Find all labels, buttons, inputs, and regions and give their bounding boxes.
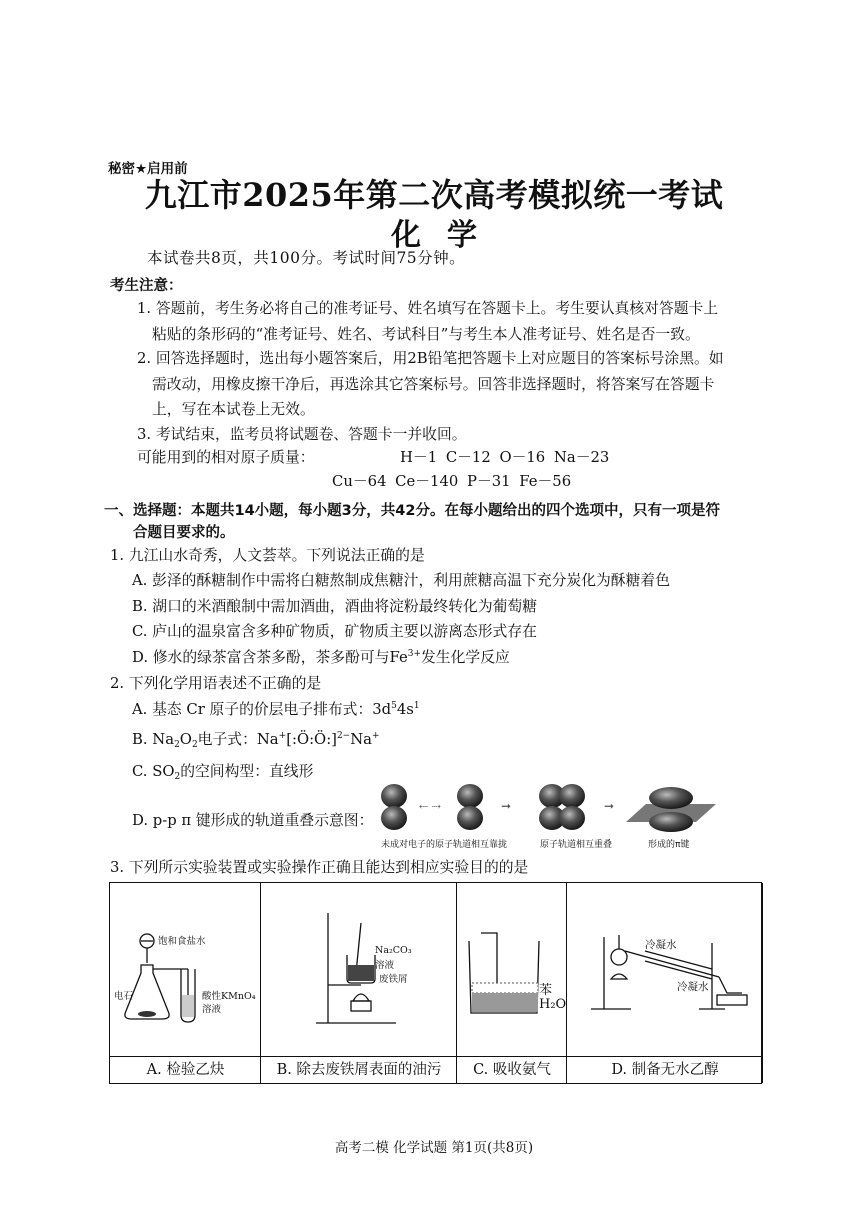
pi-bond-orbital-diagram (376, 782, 716, 832)
label-calcium-carbide: 电石 (114, 991, 134, 1002)
notice-item-1: 1. 答题前，考生务必将自己的准考证号、姓名填写在答题卡上。考生要认真核对答题卡上 (137, 300, 719, 317)
notice-item-3: 3. 考试结束，监考员将试题卷、答题卡一并收回。 (137, 426, 467, 443)
q2-stem: 2. 下列化学用语表述不正确的是 (110, 675, 322, 692)
approaching-orbital-left (381, 784, 407, 830)
arrow-icon: ⇠ ⇢ (419, 800, 441, 813)
subject-title: 化学 (391, 218, 503, 253)
label-water: H₂O (539, 997, 567, 1012)
label-condenser-water-in: 冷凝水 (645, 939, 677, 951)
confidential-mark: 秘密★启用前 (108, 161, 188, 177)
exam-title: 九江市2025年第二次高考模拟统一考试 (144, 176, 724, 214)
approaching-orbital-right (457, 784, 483, 830)
notice-item-2: 2. 回答选择题时，选出每小题答案后，用2B铅笔把答题卡上对应题目的答案标号涂黑。如 (137, 350, 724, 367)
caption-b: B. 除去废铁屑表面的油污 (276, 1062, 442, 1078)
label-solution: 溶液 (202, 1004, 222, 1015)
q2-option-b: B. $Na_2O_2$电子式：Na+[:Ö:Ö:]$^{2-}$Na+ (132, 731, 380, 750)
experiment-table (109, 882, 762, 1084)
label-scrap-iron: 废铁屑 (379, 974, 408, 985)
notice-heading: 考生注意： (110, 278, 183, 294)
label-benzene: 苯 (539, 983, 553, 998)
caption-a: A. 检验乙炔 (146, 1062, 225, 1078)
section-heading-cont: 合题目要求的。 (133, 525, 235, 541)
q2-option-c: C. $SO_2$的空间构型：直线形 (132, 763, 314, 782)
notice-item-2-cont2: 上，写在本试卷上无效。 (152, 401, 315, 418)
caption-c: C. 吸收氨气 (473, 1062, 551, 1078)
label-kmno4: 酸性KMnO₄ (202, 991, 256, 1002)
label-na2co3-solution: 溶液 (375, 960, 395, 971)
q1-option-b: B. 湖口的米酒酿制中需加酒曲，酒曲将淀粉最终转化为葡萄糖 (132, 598, 538, 615)
label-na2co3: Na₂CO₃ (375, 945, 412, 956)
caption-d: D. 制备无水乙醇 (611, 1062, 719, 1078)
atomic-mass-line2: Cu－64 Ce－140 P－31 Fe－56 (332, 473, 572, 490)
notice-item-2-cont: 需改动，用橡皮擦干净后，再选涂其它答案标号。回答非选择题时，将答案写在答题卡 (152, 376, 715, 393)
label-condenser-water-out: 冷凝水 (677, 981, 709, 993)
q2-option-d: D. p-p π 键形成的轨道重叠示意图： (132, 812, 374, 829)
overlapping-orbitals (539, 784, 585, 830)
q2-option-a: A. 基态 Cr 原子的价层电子排布式：$3d^54s^1$ (132, 701, 420, 718)
notice-item-1-cont: 粘贴的条形码的“准考证号、姓名、考试科目”与考生本人准考证号、姓名是否一致。 (152, 326, 700, 343)
label-saturated-brine: 饱和食盐水 (158, 936, 206, 947)
atomic-mass-line1: H－1 C－12 O－16 Na－23 (400, 449, 610, 466)
page-footer: 高考二模 化学试题 第1页(共8页) (334, 1140, 534, 1156)
orbital-label-overlap: 原子轨道相互重叠 (540, 840, 613, 850)
q1-option-c: C. 庐山的温泉富含多种矿物质，矿物质主要以游离态形式存在 (132, 623, 537, 640)
arrow-icon: ➞ (501, 799, 512, 813)
orbital-label-pi-bond: 形成的π键 (648, 840, 690, 850)
q1-stem: 1. 九江山水奇秀，人文荟萃。下列说法正确的是 (110, 547, 425, 564)
q1-option-d: D. 修水的绿茶富含茶多酚，茶多酚可与$Fe^{3+}$发生化学反应 (132, 649, 510, 666)
atomic-mass-label: 可能用到的相对原子质量： (137, 449, 315, 466)
q1-option-a: A. 彭泽的酥糖制作中需将白糖熬制成焦糖汁，利用蔗糖高温下充分炭化为酥糖着色 (132, 572, 670, 589)
pi-bond-result (626, 787, 716, 832)
exam-info: 本试卷共8页，共100分。考试时间75分钟。 (147, 249, 466, 267)
orbital-label-approach: 未成对电子的原子轨道相互靠拢 (381, 840, 508, 850)
arrow-icon: ➞ (604, 799, 615, 813)
section-heading: 一、选择题：本题共14小题，每小题3分，共42分。在每小题给出的四个选项中，只有一项是符 (104, 503, 720, 519)
q3-stem: 3. 下列所示实验装置或实验操作正确且能达到相应实验目的的是 (110, 859, 529, 876)
